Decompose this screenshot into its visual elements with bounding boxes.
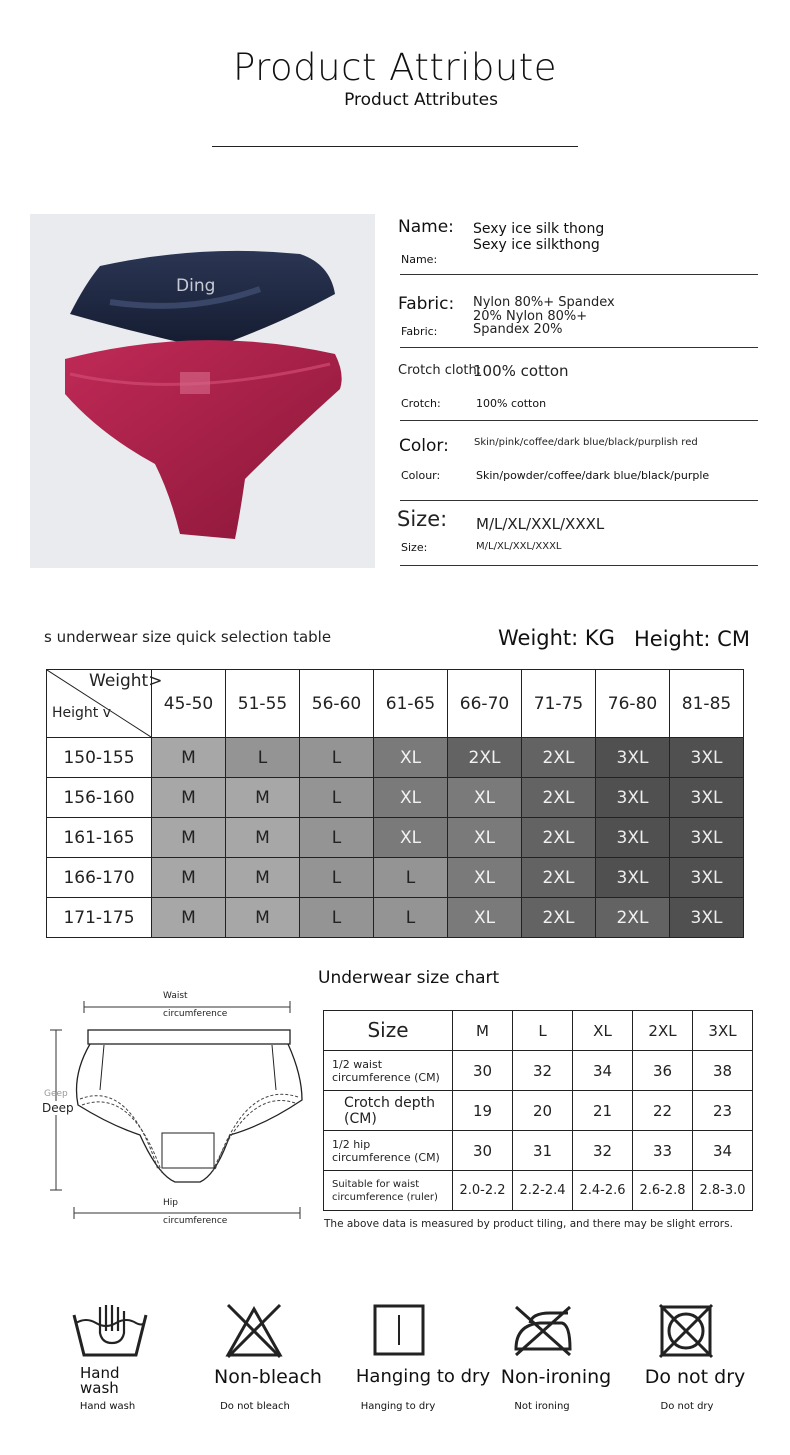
table-cell: 2.0-2.2 <box>453 1171 513 1211</box>
care-label-small: Not ironing <box>514 1401 570 1412</box>
attr-color-value: Skin/pink/coffee/dark blue/black/purplish red <box>474 437 698 448</box>
size-cell: 3XL <box>596 738 670 778</box>
size-cell: M <box>152 738 226 778</box>
size-cell: M <box>226 898 300 938</box>
attr-crotch-label: Crotch cloth: <box>398 363 482 378</box>
attr-size-label-small: Size: <box>401 541 428 554</box>
measurement-note: The above data is measured by product tiling, and there may be slight errors. <box>324 1218 733 1230</box>
size-cell: 2XL <box>522 858 596 898</box>
care-label: Non-bleach <box>214 1366 322 1388</box>
attr-name-label-small: Name: <box>401 253 438 266</box>
size-cell: 2XL <box>448 738 522 778</box>
weight-header: 56-60 <box>300 670 374 738</box>
table-cell: 23 <box>693 1091 753 1131</box>
hip-sub-label: circumference <box>163 1216 228 1226</box>
attr-size-label: Size: <box>397 507 448 531</box>
attr-name-value: Sexy ice silk thong Sexy ice silkthong <box>473 221 605 253</box>
table-cell: 33 <box>633 1131 693 1171</box>
page-subtitle: Product Attributes <box>344 90 498 110</box>
care-label-small: Do not dry <box>660 1401 714 1412</box>
table-cell: 2.8-3.0 <box>693 1171 753 1211</box>
size-cell: XL <box>448 818 522 858</box>
product-illustration <box>30 214 375 568</box>
row-label: Suitable for waist circumference (ruler) <box>324 1171 453 1211</box>
weight-header: 61-65 <box>374 670 448 738</box>
size-col-header: 2XL <box>633 1011 693 1051</box>
size-cell: XL <box>374 738 448 778</box>
size-cell: L <box>300 818 374 858</box>
size-cell: L <box>300 898 374 938</box>
weight-header: 81-85 <box>670 670 744 738</box>
table-cell: 34 <box>573 1051 633 1091</box>
table-cell: 2.4-2.6 <box>573 1171 633 1211</box>
size-cell: 3XL <box>670 898 744 938</box>
attr-divider <box>400 500 758 501</box>
weight-header: 66-70 <box>448 670 522 738</box>
height-cell: 156-160 <box>47 778 152 818</box>
height-unit: Height: CM <box>634 627 750 651</box>
size-cell: 2XL <box>522 778 596 818</box>
height-cell: 150-155 <box>47 738 152 778</box>
size-cell: L <box>300 858 374 898</box>
size-cell: L <box>226 738 300 778</box>
size-col-header: M <box>453 1011 513 1051</box>
hip-label: Hip <box>163 1198 178 1208</box>
height-cell: 171-175 <box>47 898 152 938</box>
table-cell: 34 <box>693 1131 753 1171</box>
attr-crotch-label-small: Crotch: <box>401 397 441 410</box>
attr-divider <box>400 274 758 275</box>
size-cell: XL <box>448 778 522 818</box>
size-cell: 3XL <box>670 858 744 898</box>
attr-fabric-label: Fabric: <box>398 294 455 314</box>
table-cell: 22 <box>633 1091 693 1131</box>
table-cell: 31 <box>513 1131 573 1171</box>
size-cell: M <box>152 858 226 898</box>
weight-header: 76-80 <box>596 670 670 738</box>
table-cell: 19 <box>453 1091 513 1131</box>
title-divider <box>212 146 578 147</box>
table-row <box>47 818 744 858</box>
photo-watermark: Ding <box>176 276 216 296</box>
size-col-header: XL <box>573 1011 633 1051</box>
table-corner <box>47 670 163 738</box>
size-col-header: L <box>513 1011 573 1051</box>
underwear-outline <box>40 985 310 1225</box>
attr-fabric-value: Nylon 80%+ Spandex 20% Nylon 80%+ Spandex 20% <box>473 295 615 337</box>
size-cell: 2XL <box>522 818 596 858</box>
size-cell: M <box>226 818 300 858</box>
table-row <box>324 1131 753 1171</box>
corner-height-label: Height v <box>52 705 112 721</box>
table-row <box>324 1091 753 1131</box>
table-cell: 32 <box>573 1131 633 1171</box>
quick-selection-table <box>46 669 744 938</box>
size-cell: 2XL <box>596 898 670 938</box>
table-cell: 21 <box>573 1091 633 1131</box>
table-cell: 20 <box>513 1091 573 1131</box>
care-label: Hand wash <box>80 1364 120 1397</box>
attr-size-value: M/L/XL/XXL/XXXL <box>476 515 605 533</box>
table-cell: 30 <box>453 1051 513 1091</box>
size-cell: 2XL <box>522 738 596 778</box>
weight-header: 51-55 <box>226 670 300 738</box>
care-label-small: Hanging to dry <box>360 1401 436 1412</box>
size-cell: 3XL <box>670 738 744 778</box>
attr-fabric-label-small: Fabric: <box>401 325 438 338</box>
size-cell: L <box>300 738 374 778</box>
table-row <box>47 738 744 778</box>
weight-unit: Weight: KG <box>498 626 615 650</box>
attr-divider <box>400 347 758 348</box>
no-iron-icon <box>510 1303 574 1357</box>
size-cell: M <box>152 898 226 938</box>
size-chart-table <box>323 1010 753 1211</box>
table-row <box>47 858 744 898</box>
waist-label: Waist <box>163 991 188 1001</box>
size-cell: 3XL <box>596 858 670 898</box>
waist-sub-label: circumference <box>163 1009 228 1019</box>
hand-wash-icon <box>72 1303 148 1359</box>
hang-dry-icon <box>372 1303 426 1357</box>
attr-crotch-value: 100% cotton <box>473 362 569 380</box>
care-label: Non-ironing <box>500 1366 612 1388</box>
table-row <box>47 898 744 938</box>
no-tumble-dry-icon <box>658 1303 714 1359</box>
size-col-header: 3XL <box>693 1011 753 1051</box>
row-label: 1/2 hip circumference (CM) <box>324 1131 453 1171</box>
size-cell: 2XL <box>522 898 596 938</box>
table-header-row <box>47 670 744 738</box>
weight-header: 71-75 <box>522 670 596 738</box>
height-cell: 166-170 <box>47 858 152 898</box>
table-cell: 36 <box>633 1051 693 1091</box>
table-header-row <box>324 1011 753 1051</box>
deep-vertical-label: Geep <box>44 1089 68 1099</box>
care-label: Do not dry <box>644 1366 746 1388</box>
size-cell: XL <box>374 818 448 858</box>
table-row <box>47 778 744 818</box>
weight-header: 45-50 <box>152 670 226 738</box>
attr-divider <box>400 565 758 566</box>
attr-size-value-small: M/L/XL/XXL/XXXL <box>476 541 562 552</box>
size-cell: XL <box>448 858 522 898</box>
product-photo <box>30 214 375 568</box>
deep-label: Deep <box>42 1101 74 1115</box>
table-cell: 38 <box>693 1051 753 1091</box>
size-cell: 3XL <box>670 818 744 858</box>
underwear-diagram <box>40 985 310 1225</box>
attr-color-label-small: Colour: <box>401 469 441 482</box>
attr-crotch-value-small: 100% cotton <box>476 397 547 410</box>
table-cell: 2.2-2.4 <box>513 1171 573 1211</box>
quick-table-title: s underwear size quick selection table <box>44 628 332 646</box>
size-cell: XL <box>448 898 522 938</box>
table-row <box>324 1051 753 1091</box>
size-cell: 3XL <box>596 818 670 858</box>
size-cell: 3XL <box>596 778 670 818</box>
page-title: Product Attribute <box>232 46 558 89</box>
no-bleach-icon <box>224 1303 284 1359</box>
size-cell: 3XL <box>670 778 744 818</box>
size-cell: L <box>300 778 374 818</box>
height-cell: 161-165 <box>47 818 152 858</box>
care-label: Hanging to dry <box>355 1366 491 1387</box>
row-label: 1/2 waist circumference (CM) <box>324 1051 453 1091</box>
size-cell: M <box>226 778 300 818</box>
size-cell: M <box>226 858 300 898</box>
size-header: Size <box>324 1011 453 1051</box>
corner-weight-label: Weight> <box>89 671 163 691</box>
size-cell: L <box>374 898 448 938</box>
attr-divider <box>400 420 758 421</box>
attr-color-label: Color: <box>399 436 449 456</box>
size-chart-title: Underwear size chart <box>318 968 500 988</box>
size-cell: M <box>152 818 226 858</box>
attr-name-label: Name: <box>398 217 454 237</box>
table-row <box>324 1171 753 1211</box>
table-cell: 30 <box>453 1131 513 1171</box>
table-cell: 32 <box>513 1051 573 1091</box>
size-cell: L <box>374 858 448 898</box>
size-cell: XL <box>374 778 448 818</box>
table-cell: 2.6-2.8 <box>633 1171 693 1211</box>
care-label-small: Do not bleach <box>220 1401 290 1412</box>
row-label: Crotch depth (CM) <box>324 1091 453 1131</box>
care-label-small: Hand wash <box>79 1401 136 1412</box>
attr-color-value-small: Skin/powder/coffee/dark blue/black/purple <box>476 469 710 482</box>
size-cell: M <box>152 778 226 818</box>
